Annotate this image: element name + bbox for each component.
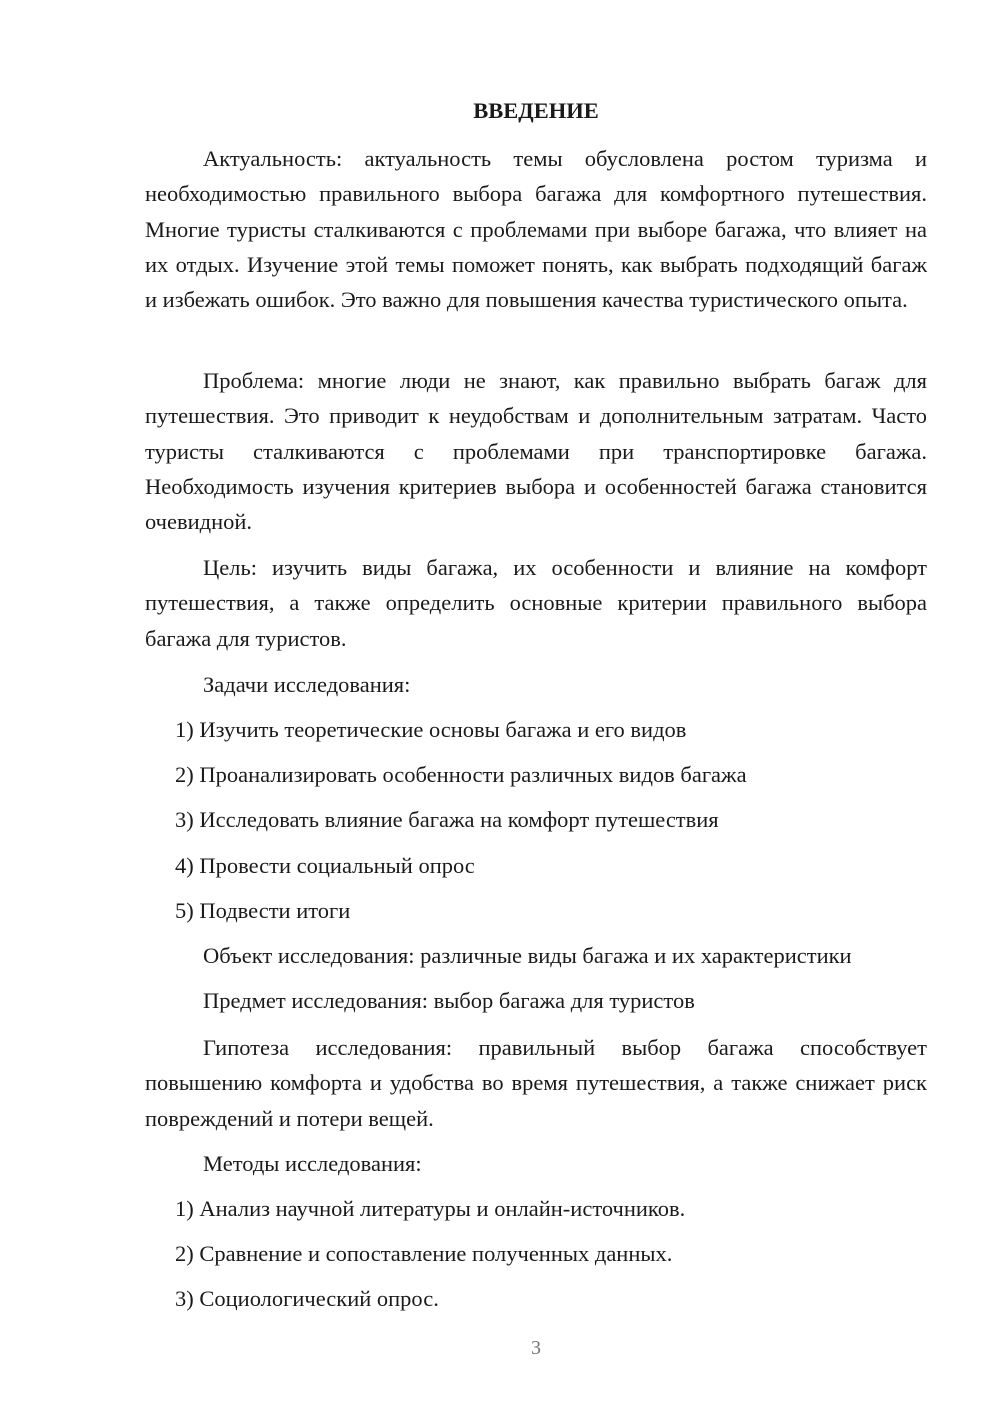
method-item: 2) Сравнение и сопоставление полученных данных. [175,1241,673,1266]
page-title: ВВЕДЕНИЕ [473,98,599,123]
task-item: 2) Проанализировать особенности различных видов багажа [175,762,747,787]
page-number: 3 [531,1337,541,1359]
research-object: Объект исследования: различные виды багажа и их характеристики [203,943,852,968]
methods-heading: Методы исследования: [203,1151,422,1176]
task-item: 1) Изучить теоретические основы багажа и его видов [175,717,687,742]
task-item: 4) Провести социальный опрос [175,853,475,878]
method-item: 3) Социологический опрос. [175,1286,439,1311]
hypothesis-paragraph: Гипотеза исследования: правильный выбор багажа способствует повышению комфорта и удобства во время путешествия, а также снижает риск повреждений и потери вещей. [145,1035,927,1131]
task-item: 3) Исследовать влияние багажа на комфорт путешествия [175,807,719,832]
tasks-heading: Задачи исследования: [203,672,411,697]
relevance-paragraph: Актуальность: актуальность темы обусловлена ростом туризма и необходимостью правильного выбора багажа для комфортного путешествия. Многие туристы сталкиваются с проблемами при выборе багажа, что влияет на их отдых. Изучение этой темы поможет понять, как выбрать подходящий багаж и избежать ошибок. Это важно для повышения качества туристического опыта. [145,146,927,313]
research-subject: Предмет исследования: выбор багажа для туристов [203,988,695,1013]
goal-paragraph: Цель: изучить виды багажа, их особенности и влияние на комфорт путешествия, а также определить основные критерии правильного выбора багажа для туристов. [145,555,927,651]
method-item: 1) Анализ научной литературы и онлайн-источников. [175,1196,686,1221]
problem-paragraph: Проблема: многие люди не знают, как правильно выбрать багаж для путешествия. Это приводит к неудобствам и дополнительным затратам. Часто туристы сталкиваются с проблемами при транспортировке багажа. Необходимость изучения критериев выбора и особенностей багажа становится очевидной. [145,368,927,535]
task-item: 5) Подвести итоги [175,898,351,923]
